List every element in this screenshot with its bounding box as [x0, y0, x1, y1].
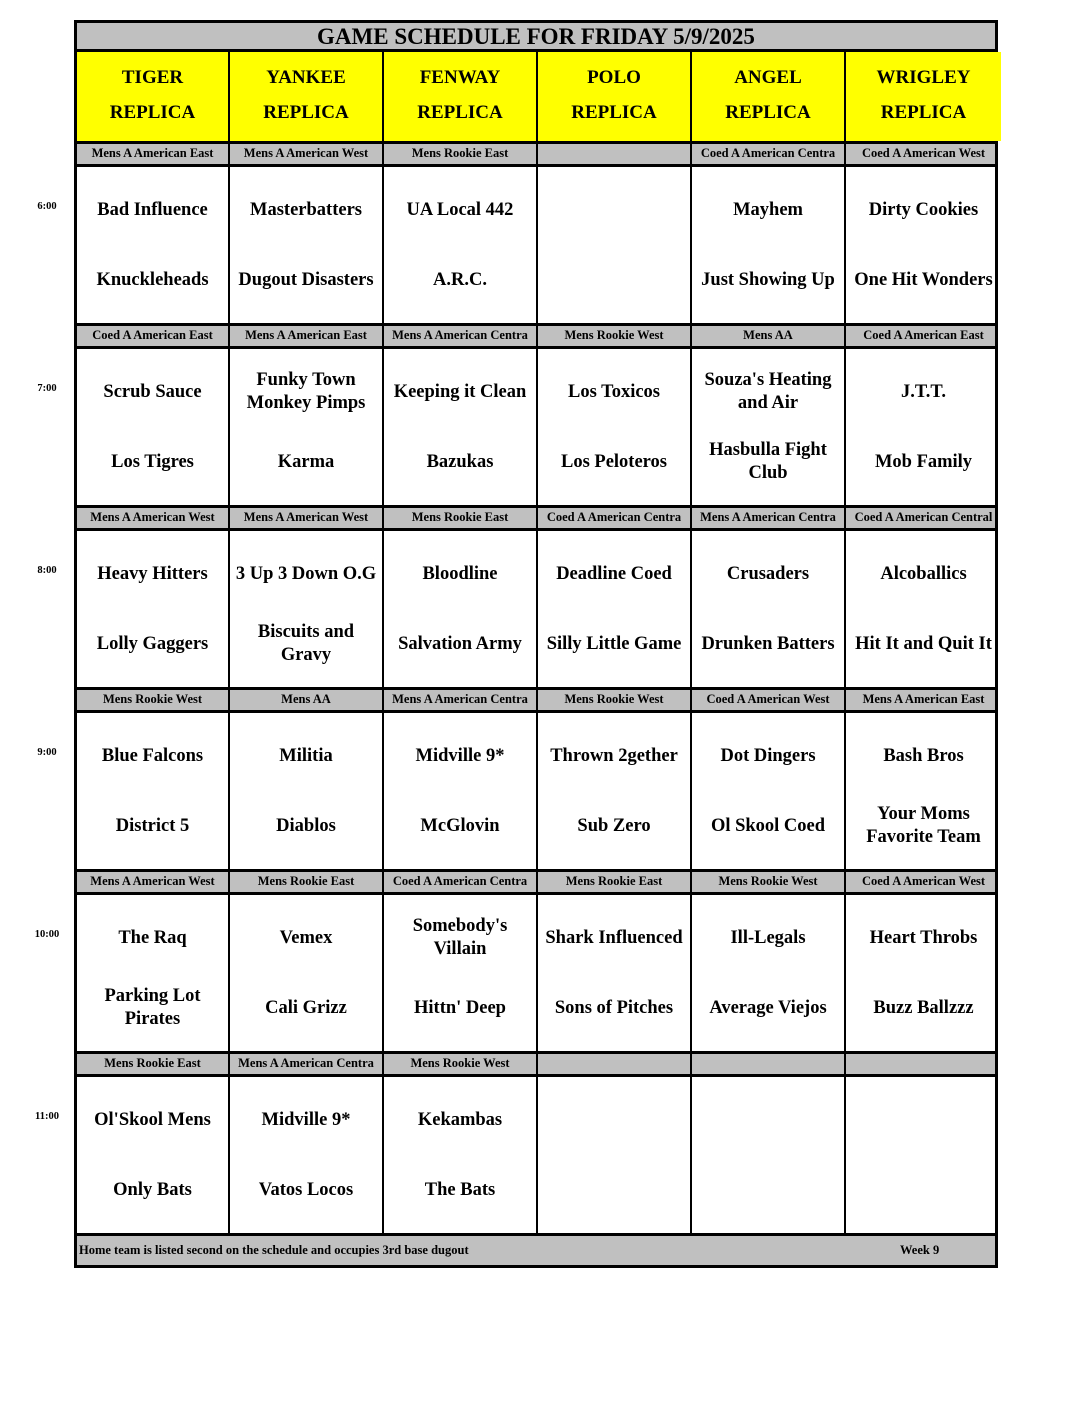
division-label: Mens Rookie East	[77, 1054, 230, 1074]
game-cell	[77, 713, 230, 869]
game-cell	[384, 531, 538, 687]
time-label: 9:00	[37, 747, 57, 758]
game-cell	[230, 713, 384, 869]
game-cell	[692, 713, 846, 869]
away-team: Thrown 2gether	[550, 745, 678, 766]
field-subtitle: REPLICA	[880, 102, 967, 123]
game-cell	[384, 167, 538, 323]
division-label: Coed A American Central	[854, 510, 993, 524]
game-cell	[384, 713, 538, 869]
field-name: FENWAY	[419, 67, 501, 88]
division-label: Coed A American East	[863, 328, 984, 342]
away-team: Mayhem	[733, 199, 803, 220]
time-slot	[37, 326, 998, 508]
away-team: Funky Town Monkey Pimps	[246, 370, 366, 413]
division-row	[74, 872, 998, 895]
home-team: Just Showing Up	[701, 269, 835, 290]
game-cell	[538, 713, 692, 869]
division-label: Mens Rookie East	[384, 508, 538, 528]
field-header-yankee	[230, 52, 384, 141]
home-team: Lolly Gaggers	[96, 633, 209, 654]
division-label: Mens Rookie West	[77, 690, 230, 710]
away-team: Bad Influence	[97, 199, 208, 220]
division-label: Mens A American Centra	[384, 690, 538, 710]
field-subtitle: REPLICA	[263, 102, 349, 123]
home-team: Hasbulla Fight Club	[709, 440, 827, 483]
field-name: POLO	[587, 67, 641, 88]
away-team: Dirty Cookies	[868, 199, 979, 220]
away-team: Midville 9*	[261, 1109, 351, 1130]
field-header-fenway	[384, 52, 538, 141]
game-cell	[384, 895, 538, 1051]
week-label: Week 9	[900, 1243, 940, 1257]
game-cell	[538, 1077, 692, 1233]
games-row	[74, 713, 998, 872]
time-slot	[37, 508, 998, 690]
away-team: Alcoballics	[880, 563, 967, 584]
game-cell	[230, 1077, 384, 1233]
away-team: Souza's Heating and Air	[704, 370, 832, 413]
away-team: Crusaders	[726, 563, 810, 584]
home-team: Ol Skool Coed	[710, 815, 826, 836]
game-cell	[846, 167, 1001, 323]
game-cell	[538, 349, 692, 505]
time-slot	[35, 1054, 998, 1236]
game-cell	[77, 895, 230, 1051]
home-team: A.R.C.	[433, 269, 487, 290]
field-header-polo	[538, 52, 692, 141]
game-cell	[692, 531, 846, 687]
away-team: Keeping it Clean	[393, 381, 527, 402]
game-cell	[538, 895, 692, 1051]
home-team: Salvation Army	[398, 633, 522, 654]
field-header-angel	[692, 52, 846, 141]
away-team: Los Toxicos	[567, 381, 661, 402]
schedule-footer	[74, 1236, 998, 1268]
game-cell	[77, 167, 230, 323]
division-label: Coed A American West	[861, 146, 986, 160]
away-team: Militia	[279, 745, 333, 766]
game-cell	[846, 1077, 1001, 1233]
division-label: Coed A American Centra	[538, 508, 692, 528]
field-header-wrigley	[846, 52, 1001, 141]
division-label: Mens AA	[692, 326, 846, 346]
division-label: Mens A American West	[77, 508, 230, 528]
away-team	[846, 1077, 1001, 1155]
game-cell	[538, 531, 692, 687]
games-row	[74, 167, 998, 326]
time-label: 10:00	[34, 929, 60, 940]
home-team: Cali Grizz	[265, 997, 347, 1018]
division-label: Mens Rookie West	[538, 690, 692, 710]
field-name: WRIGLEY	[876, 67, 971, 88]
home-team: Karma	[277, 451, 335, 472]
home-team: Mob Family	[874, 451, 973, 472]
home-team: Los Peloteros	[560, 451, 667, 472]
game-cell	[692, 349, 846, 505]
time-slot	[37, 144, 998, 326]
division-label: Mens A American East	[862, 692, 985, 706]
home-team: Sons of Pitches	[554, 997, 674, 1018]
home-team: Sub Zero	[577, 815, 651, 836]
game-cell	[77, 531, 230, 687]
time-label: 7:00	[37, 383, 57, 394]
division-row	[74, 144, 998, 167]
division-label: Mens A American West	[230, 508, 384, 528]
field-header-tiger	[77, 52, 230, 141]
division-label: Coed A American Centra	[384, 872, 538, 892]
time-slots	[34, 144, 998, 1236]
away-team: Ol'Skool Mens	[94, 1109, 211, 1130]
division-label	[846, 1054, 1001, 1074]
home-team	[846, 1155, 1001, 1233]
schedule-sheet	[34, 20, 998, 1268]
home-team: Your Moms Favorite Team	[866, 804, 981, 847]
division-label: Mens A American East	[230, 326, 384, 346]
home-team: Only Bats	[113, 1179, 192, 1200]
away-team: Ill-Legals	[730, 927, 806, 948]
home-team: Hittn' Deep	[414, 997, 506, 1018]
division-label: Mens Rookie West	[692, 872, 846, 892]
division-label	[692, 1054, 846, 1074]
division-label: Coed A American East	[77, 326, 230, 346]
game-cell	[846, 531, 1001, 687]
away-team: Masterbatters	[250, 199, 362, 220]
division-label: Mens Rookie East	[230, 872, 384, 892]
away-team: The Raq	[118, 927, 187, 948]
away-team: UA Local 442	[406, 199, 514, 220]
field-subtitle: REPLICA	[725, 102, 811, 123]
division-label	[538, 1054, 692, 1074]
division-label: Mens Rookie West	[384, 1054, 538, 1074]
home-team-note: Home team is listed second on the schedule and occupies 3rd base dugout	[79, 1243, 469, 1257]
away-team	[538, 167, 690, 245]
division-row	[74, 508, 998, 531]
schedule-title: GAME SCHEDULE FOR FRIDAY 5/9/2025	[74, 20, 998, 52]
away-team: Shark Influenced	[545, 927, 683, 948]
away-team: Scrub Sauce	[103, 381, 202, 402]
game-cell	[692, 1077, 846, 1233]
game-cell	[230, 531, 384, 687]
time-label: 6:00	[37, 201, 57, 212]
home-team: Vatos Locos	[258, 1179, 354, 1200]
home-team	[692, 1155, 844, 1233]
game-cell	[230, 349, 384, 505]
field-subtitle: REPLICA	[109, 102, 196, 123]
home-team: One Hit Wonders	[854, 269, 993, 290]
game-cell	[230, 167, 384, 323]
away-team: J.T.T.	[900, 381, 947, 402]
division-label: Coed A American West	[861, 874, 986, 888]
home-team: Average Viejos	[709, 997, 827, 1018]
field-name: ANGEL	[734, 67, 802, 88]
time-label: 11:00	[35, 1111, 59, 1122]
home-team: Buzz Ballzzz	[873, 997, 974, 1018]
games-row	[74, 895, 998, 1054]
game-cell	[846, 895, 1001, 1051]
away-team: Bash Bros	[883, 745, 964, 766]
home-team: Parking Lot Pirates	[104, 986, 201, 1029]
home-team: Silly Little Game	[546, 633, 682, 654]
away-team: Deadline Coed	[556, 563, 672, 584]
game-cell	[77, 1077, 230, 1233]
game-cell	[230, 895, 384, 1051]
game-cell	[846, 349, 1001, 505]
games-row	[74, 349, 998, 508]
division-label: Coed A American Centra	[692, 144, 846, 164]
home-team: Biscuits and Gravy	[257, 622, 355, 665]
division-row	[74, 690, 998, 713]
away-team: Blue Falcons	[101, 745, 204, 766]
division-row	[74, 1054, 998, 1077]
away-team	[538, 1077, 690, 1155]
home-team: Diablos	[276, 815, 336, 836]
away-team: Midville 9*	[415, 745, 505, 766]
field-subtitle: REPLICA	[571, 102, 657, 123]
division-label: Mens A American East	[77, 144, 230, 164]
division-label: Mens AA	[230, 690, 384, 710]
away-team: Bloodline	[422, 563, 498, 584]
field-header-row	[74, 52, 998, 144]
home-team	[538, 245, 690, 323]
division-label: Mens Rookie East	[538, 872, 692, 892]
division-row	[74, 326, 998, 349]
division-label: Mens A American Centra	[692, 508, 846, 528]
home-team: Drunken Batters	[701, 633, 835, 654]
home-team: Hit It and Quit It	[855, 633, 992, 654]
home-team: District 5	[115, 815, 190, 836]
time-slot	[37, 690, 998, 872]
games-row	[74, 531, 998, 690]
game-cell	[538, 167, 692, 323]
field-name: TIGER	[121, 67, 184, 88]
home-team: Bazukas	[426, 451, 494, 472]
away-team: Heart Throbs	[869, 927, 978, 948]
home-team: McGlovin	[420, 815, 500, 836]
home-team: Knuckleheads	[96, 269, 209, 290]
division-label: Coed A American West	[692, 690, 846, 710]
home-team	[538, 1155, 690, 1233]
away-team: Dot Dingers	[720, 745, 816, 766]
games-row	[74, 1077, 998, 1236]
time-label: 8:00	[37, 565, 57, 576]
division-label: Mens A American Centra	[230, 1054, 384, 1074]
game-cell	[692, 167, 846, 323]
away-team	[692, 1077, 844, 1155]
division-label: Mens A American West	[77, 872, 230, 892]
division-label: Mens Rookie East	[384, 144, 538, 164]
division-label: Mens A American West	[230, 144, 384, 164]
time-slot	[34, 872, 998, 1054]
away-team: 3 Up 3 Down O.G	[235, 563, 377, 584]
away-team: Kekambas	[417, 1109, 503, 1130]
away-team: Heavy Hitters	[97, 563, 208, 584]
division-label	[538, 144, 692, 164]
game-cell	[384, 349, 538, 505]
away-team: Somebody's Villain	[412, 916, 508, 959]
game-cell	[692, 895, 846, 1051]
game-cell	[77, 349, 230, 505]
division-label: Mens A American Centra	[384, 326, 538, 346]
game-cell	[384, 1077, 538, 1233]
game-cell	[846, 713, 1001, 869]
home-team: The Bats	[424, 1179, 496, 1200]
division-label: Mens Rookie West	[538, 326, 692, 346]
home-team: Dugout Disasters	[238, 269, 374, 290]
field-name: YANKEE	[266, 67, 346, 88]
away-team: Vemex	[279, 927, 333, 948]
field-subtitle: REPLICA	[417, 102, 503, 123]
home-team: Los Tigres	[111, 451, 194, 472]
